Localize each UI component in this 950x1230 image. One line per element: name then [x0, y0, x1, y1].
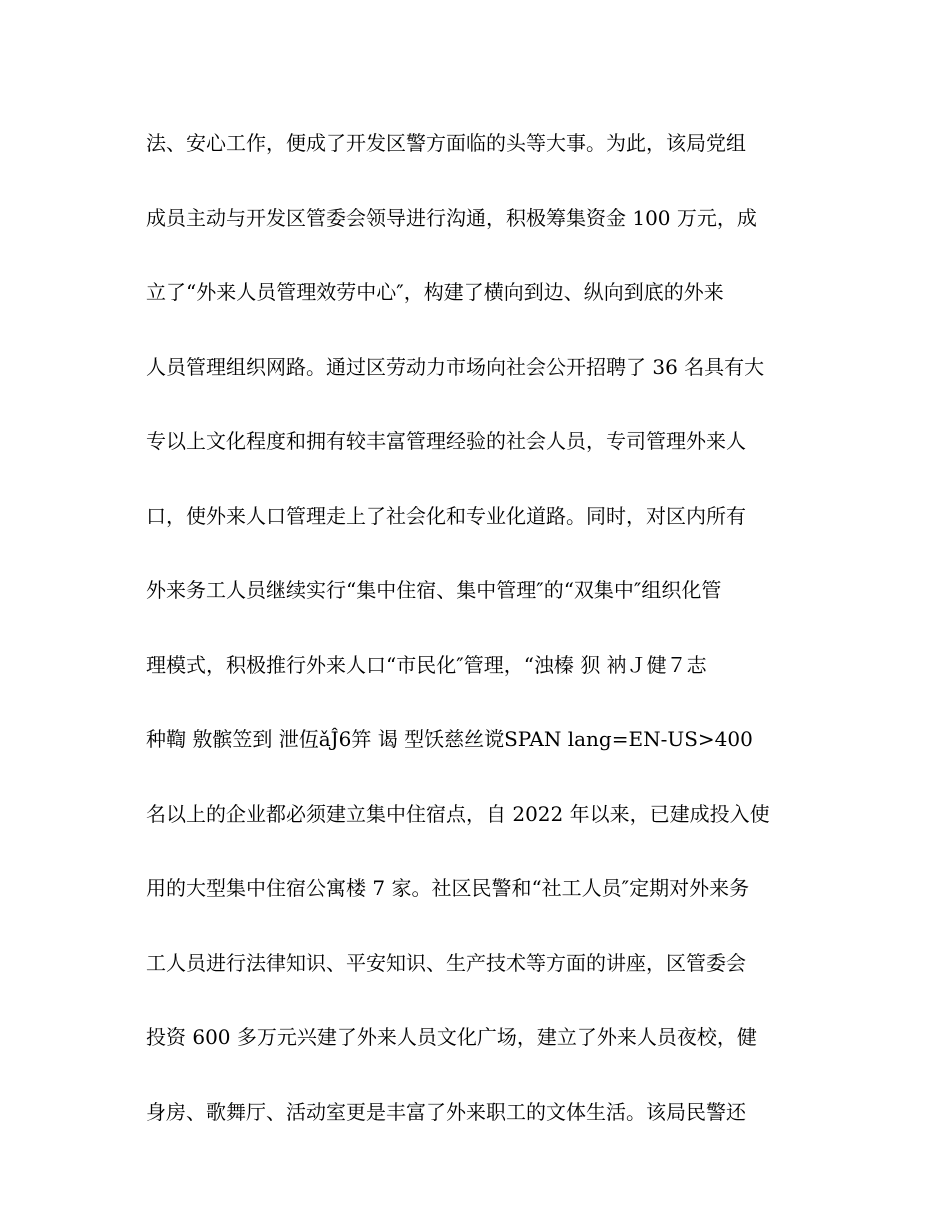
text-line: 工人员进行法律知识、平安知识、生产技术等方面的讲座，区管委会: [146, 950, 746, 975]
text-line: 名以上的企业都必须建立集中住宿点，自 2022 年以来，已建成投入使: [146, 801, 770, 826]
text-line: 专以上文化程度和拥有较丰富管理经验的社会人员，专司管理外来人: [146, 429, 746, 453]
text-line: 理模式，积极推行外来人口“市民化″管理，“浊榛 狈 衲Ｊ健７志: [146, 652, 707, 677]
text-line: 投资 600 多万元兴建了外来人员文化广场，建立了外来人员夜校，健: [146, 1025, 757, 1049]
text-line: 成员主动与开发区管委会领导进行沟通，积极筹集资金 100 万元，成: [146, 205, 757, 230]
text-line: 身房、歌舞厅、活动室更是丰富了外来职工的文体生活。该局民警还: [146, 1099, 746, 1124]
text-line: 用的大型集中住宿公寓楼 7 家。社区民警和“社工人员″定期对外来务: [146, 876, 750, 900]
text-line: 人员管理组织网路。通过区劳动力市场向社会公开招聘了 36 名具有大: [146, 354, 765, 379]
text-line: 立了“外来人员管理效劳中心″，构建了横向到边、纵向到底的外来: [146, 280, 724, 304]
text-line: 外来务工人员继续实行“集中住宿、集中管理″的“双集中″组织化管: [146, 578, 722, 602]
text-line: 口，使外来人口管理走上了社会化和专业化道路。同时，对区内所有: [146, 503, 746, 528]
text-line: 法、安心工作，便成了开发区警方面临的头等大事。为此，该局党组: [146, 131, 746, 155]
text-line: 种鞫 敫髌笠到 泄仾ǎĴ6笄 谒 型饫慈丝谠SPAN lang=EN-US>400: [146, 727, 753, 751]
body-text: [146, 125, 816, 1130]
